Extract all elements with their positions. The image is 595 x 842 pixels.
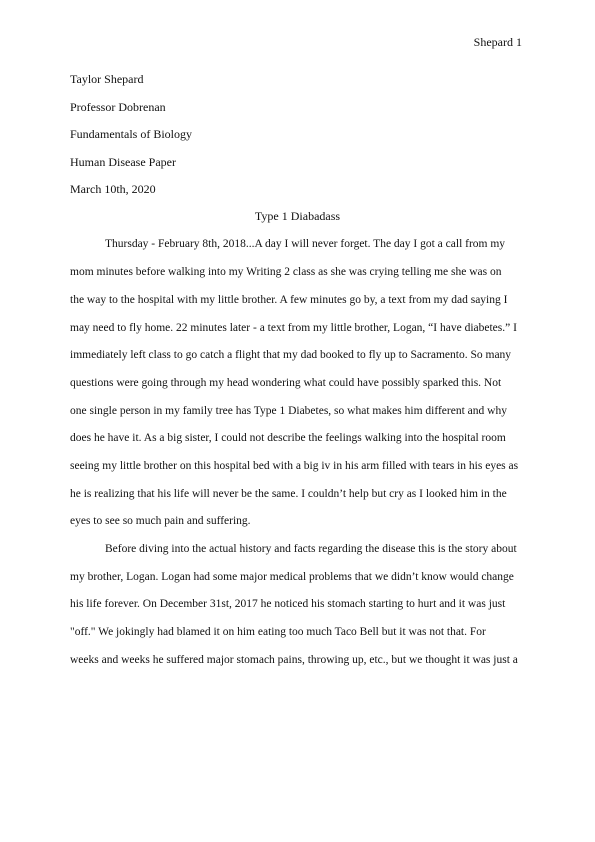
- paragraph-1-line-6: questions were going through my head wondering what could have possibly sparked this. Not: [70, 377, 502, 389]
- assignment-name: Human Disease Paper: [70, 155, 176, 169]
- paragraph-1-line-2: mom minutes before walking into my Writing 2 class as she was crying telling me she was on: [70, 266, 502, 278]
- running-head: Shepard 1: [473, 35, 522, 49]
- student-name: Taylor Shepard: [70, 72, 144, 86]
- paragraph-2-line-5: weeks and weeks he suffered major stomach pains, throwing up, etc., but we thought it was just a: [70, 654, 518, 666]
- paragraph-1-line-1: Thursday - February 8th, 2018...A day I will never forget. The day I got a call from my: [105, 238, 506, 250]
- paragraph-1-line-11: eyes to see so much pain and suffering.: [70, 515, 251, 527]
- professor-name: Professor Dobrenan: [70, 100, 166, 114]
- paragraph-2-line-1: Before diving into the actual history and facts regarding the disease this is the story about: [105, 543, 517, 555]
- paragraph-1-line-4: may need to fly home. 22 minutes later - a text from my little brother, Logan, “I have diabetes.” I: [70, 322, 517, 334]
- paper-title: Type 1 Diabadass: [254, 209, 341, 223]
- paragraph-1-line-3: the way to the hospital with my little brother. A few minutes go by, a text from my dad saying I: [70, 294, 508, 306]
- paper-date: March 10th, 2020: [70, 182, 156, 196]
- paragraph-2-line-3: his life forever. On December 31st, 2017 he noticed his stomach starting to hurt and it was just: [70, 598, 506, 610]
- paragraph-2-line-2: my brother, Logan. Logan had some major medical problems that we didn’t know would change: [70, 571, 514, 583]
- paragraph-1-line-7: one single person in my family tree has Type 1 Diabetes, so what makes him different and why: [70, 405, 507, 417]
- course-name: Fundamentals of Biology: [70, 127, 192, 141]
- paragraph-1-line-9: seeing my little brother on this hospital bed with a big iv in his arm filled with tears in his eyes as: [70, 460, 519, 472]
- paragraph-1-line-5: immediately left class to go catch a flight that my dad booked to fly up to Sacramento. So many: [70, 349, 512, 361]
- paragraph-2-line-4: "off." We jokingly had blamed it on him eating too much Taco Bell but it was not that. For: [70, 626, 486, 638]
- paragraph-1-line-10: he is realizing that his life will never be the same. I couldn’t help but cry as I looked him in the: [70, 488, 507, 500]
- paragraph-1-line-8: does he have it. As a big sister, I could not describe the feelings walking into the hospital room: [70, 432, 506, 444]
